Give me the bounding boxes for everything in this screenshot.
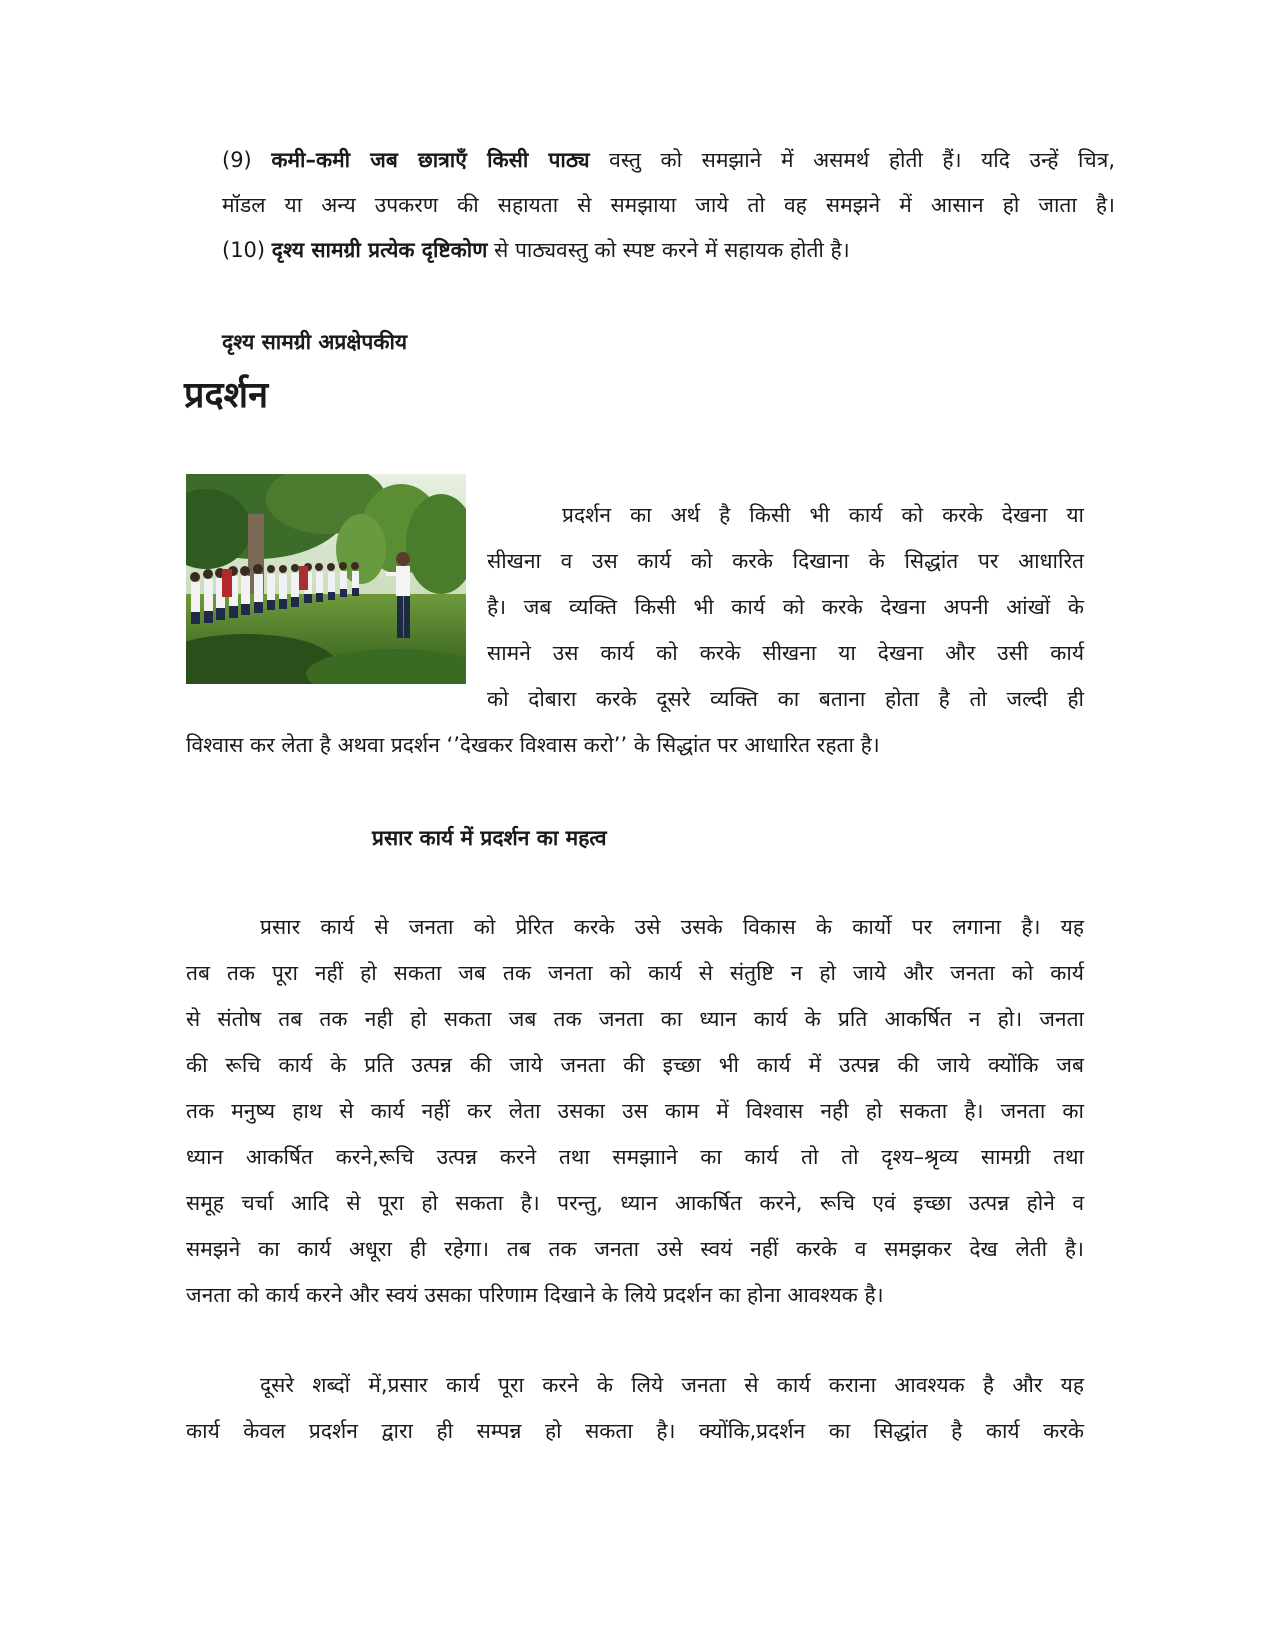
list-item-text: से पाठ्यवस्तु को स्पष्ट करने में सहायक होती है।: [494, 238, 850, 262]
demonstration-photo: [186, 474, 466, 684]
paragraph1-line-2: तब तक पूरा नहीं हो सकता जब तक जनता को कार्य से संतुष्टि न हो जाये और जनता को कार्य: [186, 961, 1084, 985]
paragraph1-line-5: तक मनुष्य हाथ से कार्य नहीं कर लेता उसका उस काम में विश्वास नही हो सकता है। जनता का: [186, 1099, 1084, 1123]
list-item-9-line-2: मॉडल या अन्य उपकरण की सहायता से समझाया जाये तो वह समझने में आसान हो जाता है।: [222, 193, 1115, 217]
list-item-10: [222, 235, 850, 265]
section-title: प्रदर्शन: [184, 375, 269, 416]
list-item-number: (9): [222, 148, 252, 172]
paragraph1-line-3: से संतोष तब तक नही हो सकता जब तक जनता का ध्यान कार्य के प्रति आकर्षित न हो। जनता: [186, 1007, 1084, 1031]
paragraph1-line-9: जनता को कार्य करने और स्वयं उसका परिणाम दिखाने के लिये प्रदर्शन का होना आवश्यक है।: [186, 1283, 884, 1307]
importance-heading: प्रसार कार्य में प्रदर्शन का महत्व: [372, 826, 607, 850]
intro-line-5: को दोबारा करके दूसरे व्यक्ति का बताना होता है तो जल्दी ही: [487, 687, 1084, 711]
subheading: दृश्य सामग्री अप्रक्षेपकीय: [222, 330, 408, 354]
paragraph2-line-1: दूसरे शब्दों में,प्रसार कार्य पूरा करने के लिये जनता से कार्य कराना आवश्यक है और यह: [260, 1373, 1085, 1397]
paragraph1-line-6: ध्यान आकर्षित करने,रूचि उत्पन्न करने तथा समझााने का कार्य तो तो दृश्य–श्रृव्य सामग्री तथा: [186, 1145, 1084, 1169]
list-item-bold-text: कमी–कमी जब छात्राऍं किसी पाठ्य: [271, 148, 590, 172]
list-item-9-line-1: [222, 145, 1115, 175]
intro-line-6: विश्वास कर लेता है अथवा प्रदर्शन ‘’देखकर विश्वास करो’’ के सिद्धांत पर आधारित रहता है।: [186, 733, 880, 757]
paragraph2-line-2: कार्य केवल प्रदर्शन द्वारा ही सम्पन्न हो सकता है। क्योंकि,प्रदर्शन का सिद्धांत है कार्य करके: [186, 1419, 1084, 1443]
list-item-bold-text: दृश्य सामग्री प्रत्येक दृष्टिकोण: [271, 238, 488, 262]
intro-line-3: है। जब व्यक्ति किसी भी कार्य को करके देखना अपनी आंखों के: [487, 595, 1084, 619]
intro-line-2: सीखना व उस कार्य को करके दिखाना के सिद्धांत पर आधारित: [487, 549, 1084, 573]
intro-line-1: प्रदर्शन का अर्थ है किसी भी कार्य को करके देखना या: [562, 503, 1084, 527]
intro-line-4: सामने उस कार्य को करके सीखना या देखना और उसी कार्य: [487, 641, 1084, 665]
paragraph1-line-1: प्रसार कार्य से जनता को प्रेरित करके उसे उसके विकास के कार्यो पर लगाना है। यह: [260, 915, 1084, 939]
list-item-text: वस्तु को समझाने में असमर्थ होती हैं। यदि उन्हें चित्र,: [609, 148, 1115, 172]
paragraph1-line-7: समूह चर्चा आदि से पूरा हो सकता है। परन्तु, ध्यान आकर्षित करने, रूचि एवं इच्छा उत्पन्न होने व: [186, 1191, 1084, 1215]
paragraph1-line-4: की रूचि कार्य के प्रति उत्पन्न की जाये जनता की इच्छा भी कार्य में उत्पन्न की जाये क्योंकि जब: [186, 1053, 1084, 1077]
list-item-number: (10): [222, 238, 266, 262]
paragraph1-line-8: समझने का कार्य अधूरा ही रहेगा। तब तक जनता उसे स्वयं नहीं करके व समझकर देख लेती है।: [186, 1237, 1084, 1261]
